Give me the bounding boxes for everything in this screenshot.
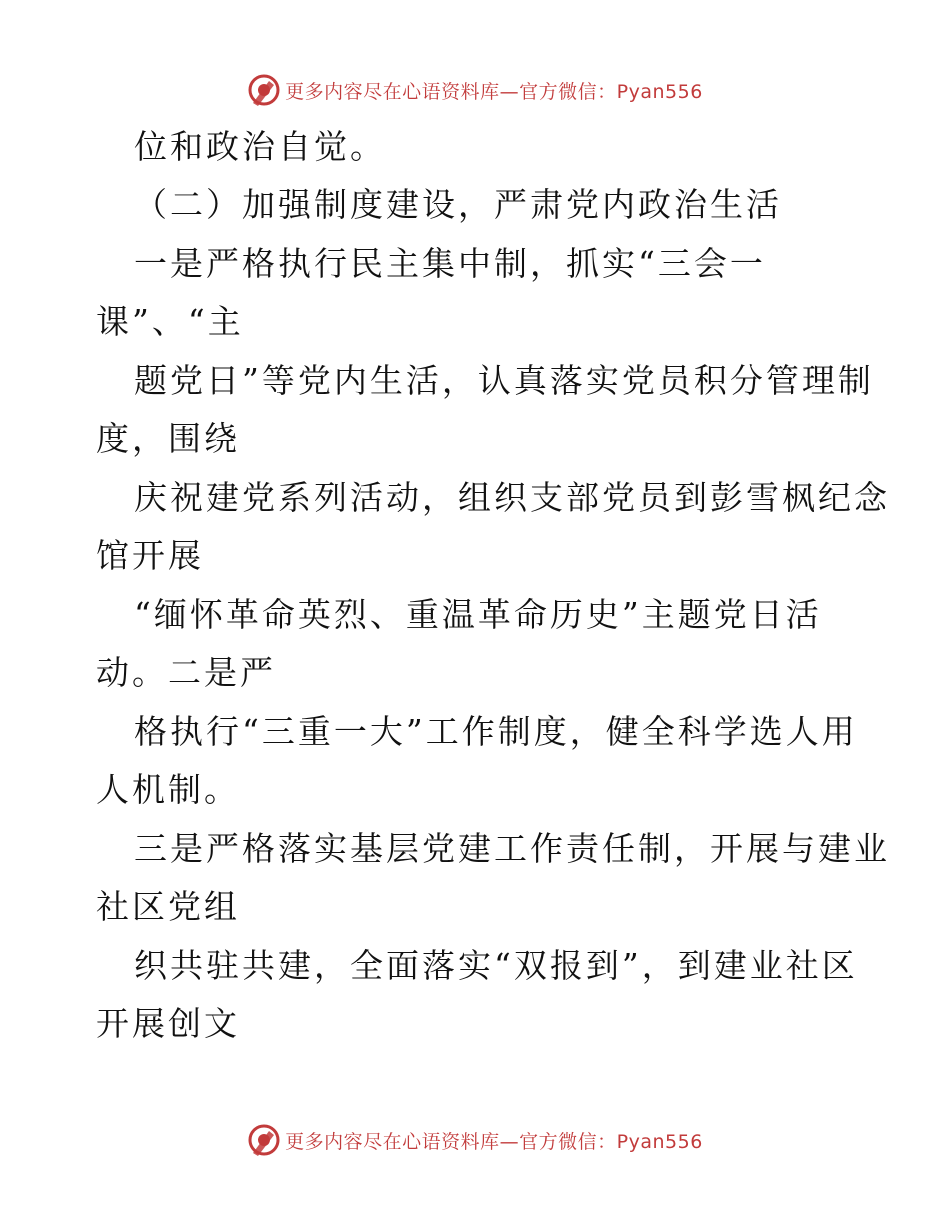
body-line: 庆祝建党系列活动，组织支部党员到彭雪枫纪念: [134, 478, 890, 517]
body-line: 开展创文: [96, 1004, 240, 1043]
footer-banner-text: 更多内容尽在心语资料库—官方微信：Pyan556: [285, 1130, 703, 1153]
body-line: 度，围绕: [96, 419, 240, 458]
body-line: 三是严格落实基层党建工作责任制，开展与建业: [134, 829, 890, 868]
body-line: 社区党组: [96, 887, 240, 926]
body-line: 位和政治自觉。: [134, 127, 386, 166]
footer-watermark-banner: [0, 1120, 950, 1160]
body-line: 题党日”等党内生活，认真落实党员积分管理制: [134, 361, 874, 400]
body-line: 格执行“三重一大”工作制度，健全科学选人用: [134, 712, 858, 751]
body-line: 人机制。: [96, 770, 240, 809]
header-banner-text: 更多内容尽在心语资料库—官方微信：Pyan556: [285, 80, 703, 103]
body-line: 织共驻共建，全面落实“双报到”，到建业社区: [134, 946, 858, 985]
section-heading: （二）加强制度建设，严肃党内政治生活: [134, 185, 782, 224]
pen-logo-icon: [247, 1123, 281, 1157]
header-watermark-banner: [0, 70, 950, 110]
pen-logo-icon: [247, 73, 281, 107]
body-line: 一是严格执行民主集中制，抓实“三会一: [134, 244, 766, 283]
body-line: 动。二是严: [96, 653, 276, 692]
body-line: “缅怀革命英烈、重温革命历史”主题党日活: [134, 595, 822, 634]
body-line: 馆开展: [96, 536, 204, 575]
body-line: 课”、“主: [96, 302, 244, 341]
